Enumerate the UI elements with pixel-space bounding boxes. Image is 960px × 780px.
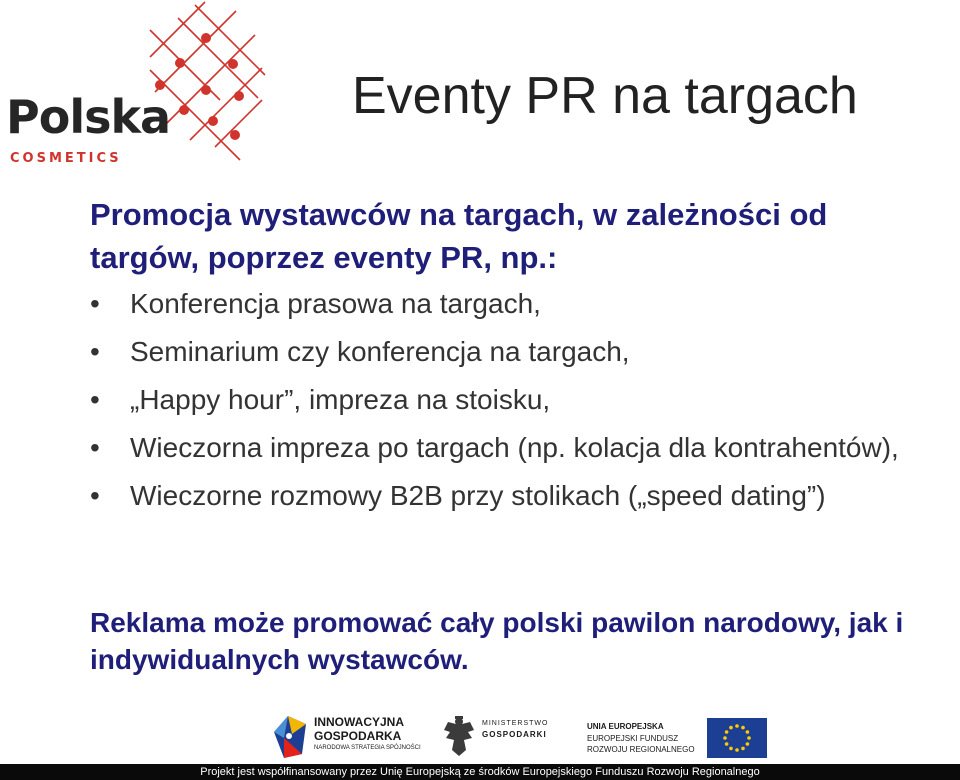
lead-paragraph: Promocja wystawców na targach, w zależności od targów, poprzez eventy PR, np.: xyxy=(90,197,828,275)
eu-flag-icon xyxy=(707,718,767,758)
eagle-emblem-icon xyxy=(442,714,476,758)
list-item: • Wieczorne rozmowy B2B przy stolikach („speed dating”) xyxy=(90,477,940,514)
lattice-emblem-icon xyxy=(0,0,270,175)
eu-line1: UNIA EUROPEJSKA xyxy=(587,722,664,731)
innowacyjna-gospodarka-logo xyxy=(272,712,421,762)
slide-title: Eventy PR na targach xyxy=(352,67,858,125)
ig-line1: INNOWACYJNA xyxy=(314,715,405,729)
eu-line2: EUROPEJSKI FUNDUSZ xyxy=(587,734,679,743)
list-item: • Wieczorna impreza po targach (np. kolacja dla kontrahentów), xyxy=(90,429,940,466)
min-line1: MINISTERSTWO xyxy=(482,720,549,727)
logo-subtitle: COSMETICS xyxy=(10,151,122,166)
logo-wordmark: Polska xyxy=(6,90,171,144)
ministerstwo-gospodarki-logo xyxy=(442,712,552,762)
list-item: • Seminarium czy konferencja na targach, xyxy=(90,333,940,370)
unia-europejska-logo xyxy=(577,712,772,762)
eu-line3: ROZWOJU REGIONALNEGO xyxy=(587,745,695,754)
list-item: • „Happy hour”, impreza na stoisku, xyxy=(90,381,940,418)
closing-paragraph: Reklama może promować cały polski pawilon narodowy, jak i indywidualnych wystawców. xyxy=(90,607,904,675)
ig-emblem-icon xyxy=(272,714,308,760)
list-item: • Konferencja prasowa na targach, xyxy=(90,285,940,322)
cofinancing-note: Projekt jest współfinansowany przez Unię Europejską ze środków Europejskiego Funduszu Rozwoju Regionalnego xyxy=(0,764,960,780)
ig-line3: NARODOWA STRATEGIA SPÓJNOŚCI xyxy=(314,745,421,751)
ig-line2: GOSPODARKA xyxy=(314,729,402,743)
min-line2: GOSPODARKI xyxy=(482,730,547,739)
sponsor-logos xyxy=(272,712,772,767)
event-list xyxy=(90,285,940,525)
polska-cosmetics-logo xyxy=(0,0,270,175)
